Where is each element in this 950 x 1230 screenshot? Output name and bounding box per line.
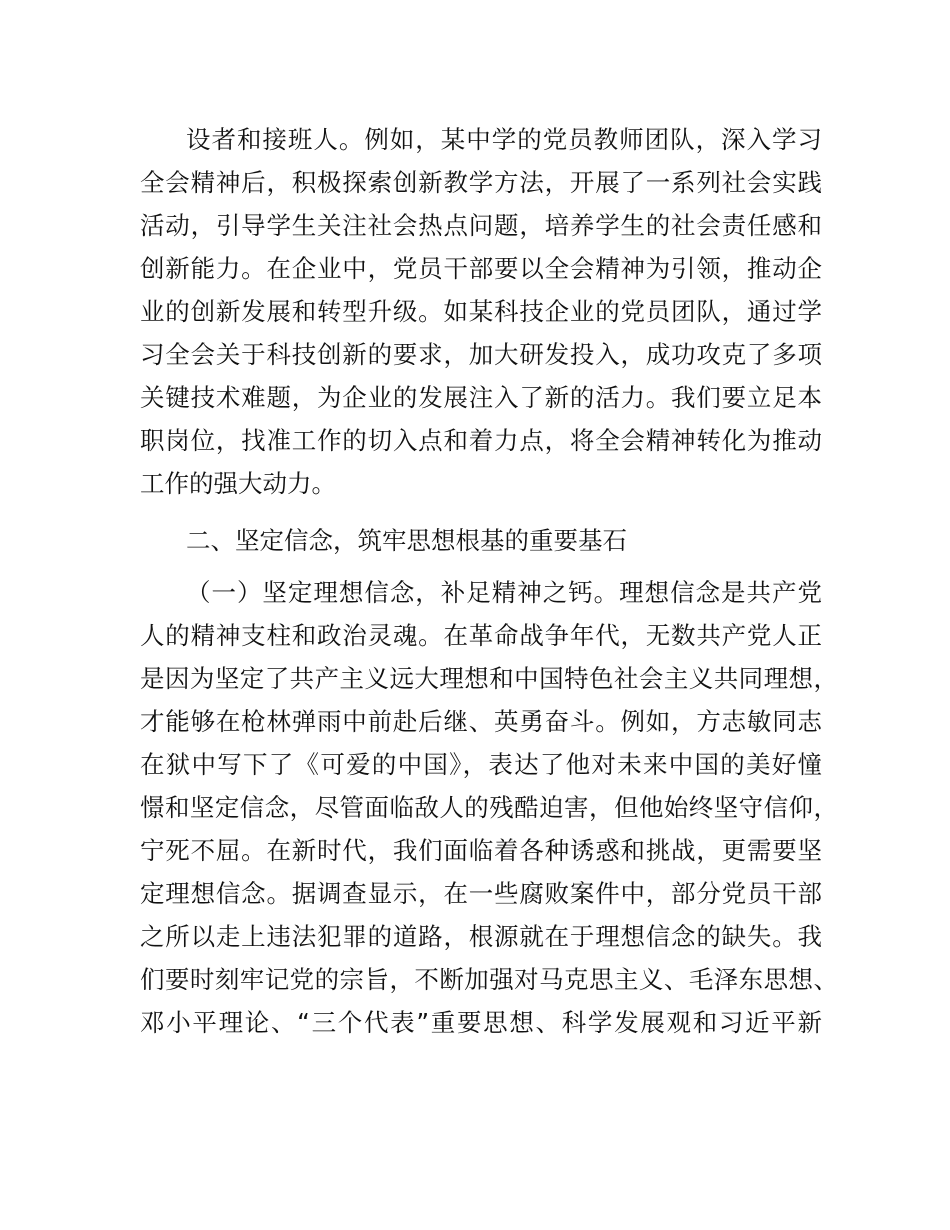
text-line: 才能够在枪林弹雨中前赴后继、英勇奋斗。例如，方志敏同志 xyxy=(140,707,822,736)
text-line: 关键技术难题，为企业的发展注入了新的活力。我们要立足本 xyxy=(140,383,822,412)
text-line: 在狱中写下了《可爱的中国》，表达了他对未来中国的美好憧 xyxy=(140,750,822,779)
text-line: 宁死不屈。在新时代，我们面临着各种诱惑和挑战，更需要坚 xyxy=(140,836,822,865)
text-line: 活动，引导学生关注社会热点问题，培养学生的社会责任感和 xyxy=(140,211,822,240)
text-line: 定理想信念。据调查显示，在一些腐败案件中，部分党员干部 xyxy=(140,879,822,908)
section-heading: 二、坚定信念，筑牢思想根基的重要基石 xyxy=(186,526,627,555)
text-line: 创新能力。在企业中，党员干部要以全会精神为引领，推动企 xyxy=(140,254,822,283)
text-line: 憬和坚定信念，尽管面临敌人的残酷迫害，但他始终坚守信仰， xyxy=(140,793,838,822)
text-line: 设者和接班人。例如，某中学的党员教师团队，深入学习 xyxy=(186,125,822,154)
text-line: 业的创新发展和转型升级。如某科技企业的党员团队，通过学 xyxy=(140,297,822,326)
text-line: 是因为坚定了共产主义远大理想和中国特色社会主义共同理想， xyxy=(140,664,838,693)
text-line: （一）坚定理想信念，补足精神之钙。理想信念是共产党 xyxy=(186,578,822,607)
text-line: 之所以走上违法犯罪的道路，根源就在于理想信念的缺失。我 xyxy=(140,922,822,951)
text-line: 全会精神后，积极探索创新教学方法，开展了一系列社会实践 xyxy=(140,168,822,197)
text-line: 们要时刻牢记党的宗旨，不断加强对马克思主义、毛泽东思想、 xyxy=(140,965,838,994)
text-line: 职岗位，找准工作的切入点和着力点，将全会精神转化为推动 xyxy=(140,426,822,455)
text-line: 人的精神支柱和政治灵魂。在革命战争年代，无数共产党人正 xyxy=(140,621,822,650)
text-line: 邓小平理论、“三个代表”重要思想、科学发展观和习近平新 xyxy=(140,1008,822,1037)
text-line: 工作的强大动力。 xyxy=(140,469,336,498)
text-line: 习全会关于科技创新的要求，加大研发投入，成功攻克了多项 xyxy=(140,340,822,369)
